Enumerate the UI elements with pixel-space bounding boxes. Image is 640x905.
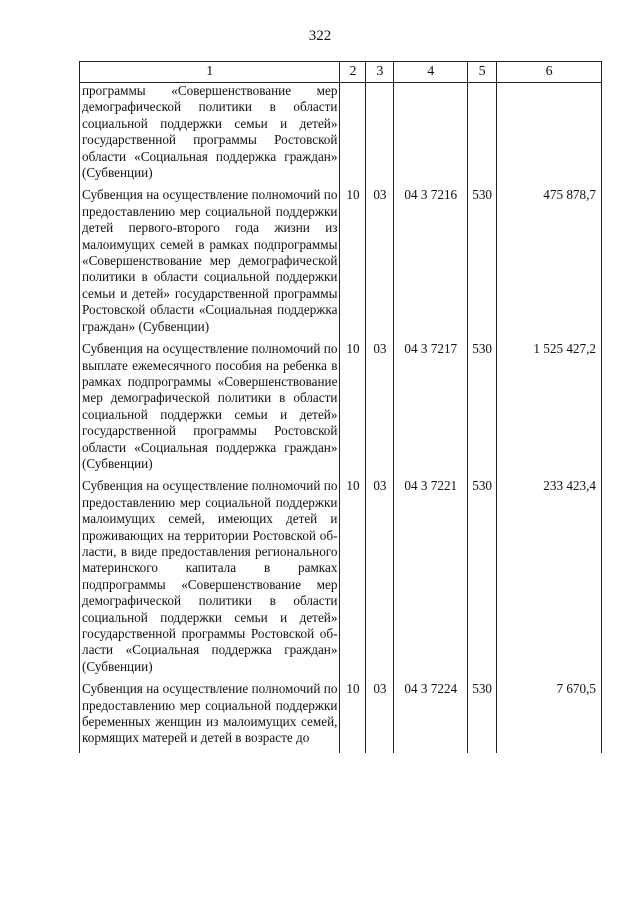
column-header-4: 4 [394,62,468,83]
row-amount: 7 670,5 [497,681,602,753]
table-row [80,83,602,188]
row-target-article: 04 3 7216 [394,187,468,341]
table-row [80,681,602,753]
row-description: Субвенция на осуществление полномочий по предоставлению мер социальной поддержки малоимущих семей, имеющих детей и проживающих на территории Ростовской области, в виде предоставления регионального материнского капитала в рамках подпрограммы «Совершенствование мер демографической политики в области социальной поддержки семьи и детей» государственной программы Ростовской области «Социальная поддержка граждан» (Субвенции) [80,478,340,681]
row-target-article: 04 3 7221 [394,478,468,681]
row-amount: 1 525 427,2 [497,341,602,478]
column-header-2: 2 [340,62,366,83]
row-subsection [366,83,394,188]
row-section: 10 [340,478,366,681]
row-description: Субвенция на осуществление полномочий по выплате ежемесячного пособия на ребенка в рамках подпрограммы «Совершенствование мер демографической политики в области социальной поддержки семьи и детей» государственной программы Ростовской области «Социальная поддержка граждан» (Субвенции) [80,341,340,478]
row-target-article: 04 3 7217 [394,341,468,478]
column-header-6: 6 [497,62,602,83]
row-description: Субвенция на осуществление полномочий по предоставлению мер социальной поддержки беременных женщин из малоимущих семей, кормящих матерей и детей в возрасте до [80,681,340,753]
column-header-1: 1 [80,62,340,83]
row-subsection: 03 [366,341,394,478]
row-amount: 233 423,4 [497,478,602,681]
budget-table [79,61,602,753]
row-target-article [394,83,468,188]
row-expense-type: 530 [468,187,497,341]
row-expense-type: 530 [468,341,497,478]
row-subsection: 03 [366,478,394,681]
row-expense-type [468,83,497,188]
column-header-5: 5 [468,62,497,83]
table-row [80,187,602,341]
row-section: 10 [340,681,366,753]
header-row [80,62,602,83]
row-section: 10 [340,341,366,478]
row-subsection: 03 [366,187,394,341]
page-number: 322 [308,28,332,44]
row-section [340,83,366,188]
row-amount [497,83,602,188]
table-row [80,478,602,681]
column-header-3: 3 [366,62,394,83]
row-expense-type: 530 [468,681,497,753]
row-description: программы «Совершенствование мер демографической политики в области социальной поддержки семьи и детей» государственной программы Ростовской области «Социальная поддержка граждан» (Субвенции) [80,83,340,188]
table-row [80,341,602,478]
row-target-article: 04 3 7224 [394,681,468,753]
row-expense-type: 530 [468,478,497,681]
row-amount: 475 878,7 [497,187,602,341]
row-section: 10 [340,187,366,341]
row-subsection: 03 [366,681,394,753]
row-description: Субвенция на осуществление полномочий по предоставлению мер социальной поддержки детей первого-второго года жизни из малоимущих семей в рамках подпрограммы «Совершенствование мер демографической политики в области социальной поддержки семьи и детей» государственной программы Ростовской области «Социальная поддержка граждан» (Субвенции) [80,187,340,341]
